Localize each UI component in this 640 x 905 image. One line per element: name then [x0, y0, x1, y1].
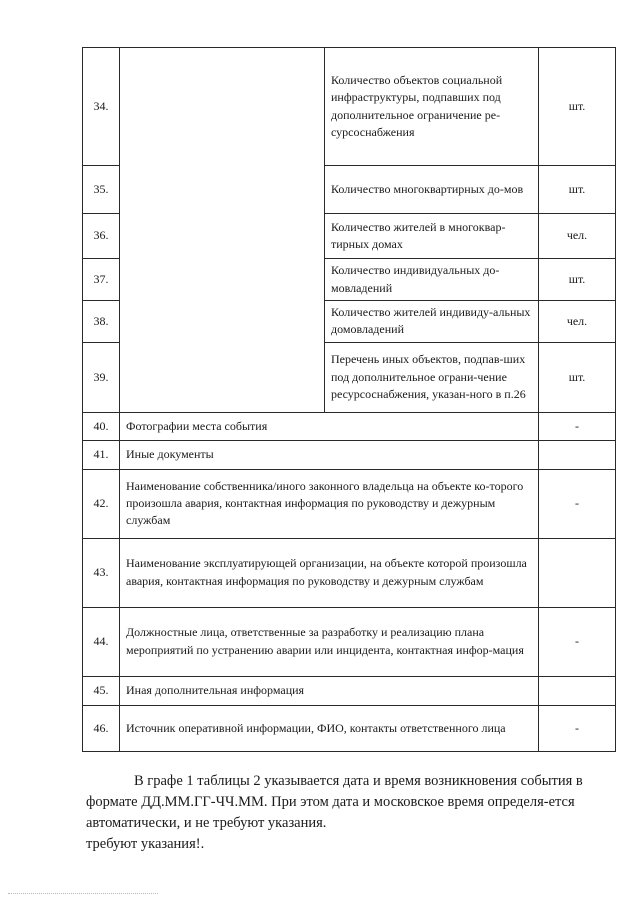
row-number: 38. — [83, 301, 120, 343]
row-description: Источник оперативной информации, ФИО, контакты ответственного лица — [120, 705, 539, 751]
table-row — [83, 48, 616, 166]
row-unit: шт. — [539, 342, 616, 412]
row-number: 36. — [83, 214, 120, 259]
row-unit: шт. — [539, 48, 616, 166]
row-unit — [539, 440, 616, 469]
table-row — [83, 440, 616, 469]
row-number: 39. — [83, 342, 120, 412]
merged-empty-cell — [120, 48, 325, 413]
table-row — [83, 676, 616, 705]
row-unit: - — [539, 469, 616, 538]
body-paragraph: В графе 1 таблицы 2 указывается дата и время возникновения события в формате ДД.ММ.ГГ-ЧЧ.ММ. При этом дата и московское время определя-ется автоматически, и не требуют указания. — [86, 773, 583, 831]
row-description: Фотографии места события — [120, 412, 539, 440]
table-row — [83, 607, 616, 676]
row-number: 46. — [83, 705, 120, 751]
data-table — [82, 47, 616, 752]
row-unit: чел. — [539, 301, 616, 343]
row-unit — [539, 538, 616, 607]
row-number: 40. — [83, 412, 120, 440]
row-unit: - — [539, 412, 616, 440]
table-row — [83, 538, 616, 607]
body-paragraph-note: требуют указания!. — [86, 836, 205, 852]
row-number: 44. — [83, 607, 120, 676]
table-row — [83, 412, 616, 440]
row-number: 34. — [83, 48, 120, 166]
row-description: Перечень иных объектов, подпав-ших под дополнительное ограни-чение ресурсоснабжения, указан-ного в п.26 — [325, 342, 539, 412]
row-description: Должностные лица, ответственные за разработку и реализацию плана мероприятий по устранению аварии или инцидента, контактная инфор-мация — [120, 607, 539, 676]
scan-artifact-line — [8, 893, 158, 896]
row-description: Иная дополнительная информация — [120, 676, 539, 705]
table-row — [83, 705, 616, 751]
row-number: 41. — [83, 440, 120, 469]
row-description: Количество объектов социальной инфраструктуры, подпавших под дополнительное ограничение ре-сурсоснабжения — [325, 48, 539, 166]
row-description: Иные документы — [120, 440, 539, 469]
row-description: Количество многоквартирных до-мов — [325, 166, 539, 214]
row-number: 43. — [83, 538, 120, 607]
row-description: Наименование собственника/иного законного владельца на объекте ко-торого произошла авария, контактная информация по руководству и дежурным службам — [120, 469, 539, 538]
row-number: 35. — [83, 166, 120, 214]
row-number: 37. — [83, 259, 120, 301]
row-unit: - — [539, 705, 616, 751]
row-description: Количество жителей в многоквар-тирных домах — [325, 214, 539, 259]
row-description: Количество жителей индивиду-альных домовладений — [325, 301, 539, 343]
table-row — [83, 469, 616, 538]
row-description: Количество индивидуальных до-мовладений — [325, 259, 539, 301]
row-unit: шт. — [539, 166, 616, 214]
row-description: Наименование эксплуатирующей организации, на объекте которой произошла авария, контактная информация по руководству и дежурным службам — [120, 538, 539, 607]
row-unit — [539, 676, 616, 705]
row-unit: чел. — [539, 214, 616, 259]
row-number: 42. — [83, 469, 120, 538]
row-unit: - — [539, 607, 616, 676]
row-number: 45. — [83, 676, 120, 705]
row-unit: шт. — [539, 259, 616, 301]
